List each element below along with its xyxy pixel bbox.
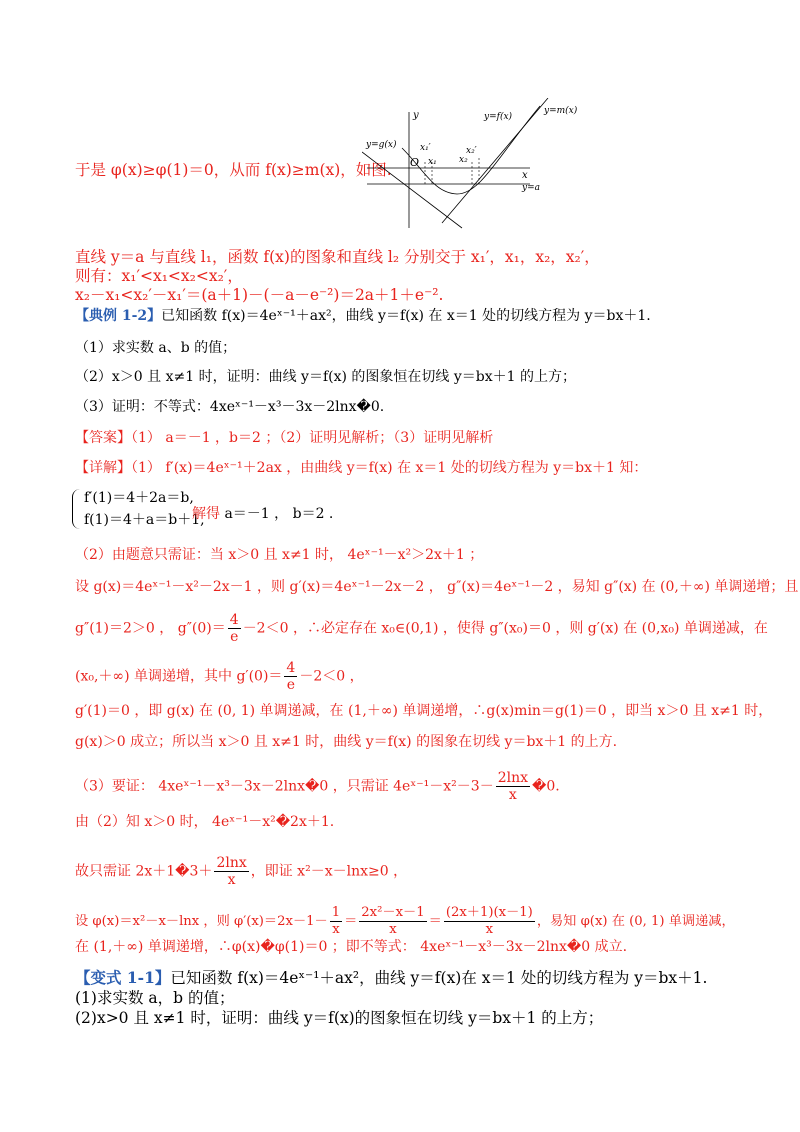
example-q1: （1）求实数 a、b 的值； [75,340,237,356]
label-x1: x₁ [428,157,437,167]
fraction-num: 2x²－x－1 [361,905,425,920]
label-gx: y=g(x) [366,140,397,150]
detail-p2: （2）由题意只需证：当 x＞0 且 x≠1 时， 4eˣ⁻¹－x²＞2x＋1 ； [75,547,484,563]
example-q2: （2）x＞0 且 x≠1 时，证明：曲线 y＝f(x) 的图象恒在切线 y＝bx＋1 的上方； [75,369,576,385]
solve-line [192,504,333,524]
fraction-num: (2x＋1)(x－1) [445,905,533,920]
fraction-den: x [389,922,397,937]
intro-line-3: 则有：x₁′<x₁<x₂<x₂′， [75,267,243,285]
detail-p7-pre: （3）要证： 4xeˣ⁻¹－x³－3x－2lnx�0 ，只需证 4eˣ⁻¹－x²－3－ [75,778,494,795]
fraction-quadratic [359,905,426,938]
example-q3: （3）证明：不等式：4xeˣ⁻¹－x³－3x－2lnx�0. [75,399,385,415]
detail-p4-pre: (x₀,＋∞) 单调递增，其中 g′(0)＝ [75,668,283,685]
detail-p7-post: �0. [532,778,560,795]
detail-p4-post: －2＜0 ， [299,668,364,685]
answer-text: （1） a＝－1 ，b＝2 ；（2）证明见解析；（3）证明见解析 [131,430,494,446]
solve-word: 解得 [192,506,220,522]
detail-p7 [75,770,560,803]
equals-2: ＝ [428,914,442,929]
function-graph [362,98,582,233]
detail-p6: g(x)＞0 成立；所以当 x＞0 且 x≠1 时，曲线 y＝f(x) 的图象在切线 y＝bx＋1 的上方. [75,734,618,750]
fraction-2lnx-over-x-2 [214,855,248,888]
answer-tag: 【答案】 [75,430,131,446]
fraction-factored [444,905,535,938]
fraction-num: 2lnx [216,855,247,871]
equals-1: ＝ [344,914,358,929]
label-x2p: x₂′ [466,146,477,156]
detail-p10-pre: 设 φ(x)＝x²－x－lnx ，则 φ′(x)＝2x－1－ [75,914,328,929]
variant-q1: (1)求实数 a，b 的值； [75,989,235,1007]
label-a: y=a [522,183,540,193]
detail-p4 [75,660,364,693]
label-origin: O [410,156,420,169]
variant-q2: (2)x>0 且 x≠1 时，证明：曲线 y＝f(x)的图象恒在切线 y＝bx＋1 的上方； [75,1009,604,1027]
fraction-den: x [508,787,517,803]
fraction-den: e [230,629,239,645]
detail-p1: （1） f′(x)＝4eˣ⁻¹＋2ax ，由曲线 y＝f(x) 在 x＝1 处的切线方程为 y＝bx＋1 知： [131,460,648,476]
system-eq-2: f(1)＝4＋a＝b＋1, [84,512,205,528]
detail-tag: 【详解】 [75,460,131,476]
system-brace [72,489,83,529]
fraction-den: x [332,922,340,937]
detail-p9-post: ，即证 x²－x－lnx≥0 ， [250,863,408,880]
detail-p5: g′(1)＝0 ，即 g(x) 在 (0, 1) 单调递减，在 (1,＋∞) 单调递增，∴g(x)min＝g(1)＝0 ，即当 x＞0 且 x≠1 时， [75,703,773,719]
variant-tag: 【变式 1-1】 [75,968,171,987]
example-tag: 【典例 1-2】 [75,308,162,324]
detail-p3b [75,612,768,645]
system-eq-1: f′(1)＝4＋2a＝b, [84,490,194,506]
label-x1p: x₁′ [420,143,431,153]
detail-p3a: 设 g(x)＝4eˣ⁻¹－x²－2x－1 ，则 g′(x)＝4eˣ⁻¹－2x－2 ， g″(x)＝4eˣ⁻¹－2 ，易知 g″(x) 在 (0,＋∞) 单调递增；且 [75,579,799,595]
fraction-2lnx-over-x [496,770,530,803]
detail-p3b-pre: g″(1)＝2＞0 ， g″(0)＝ [75,620,226,637]
fraction-num: 4 [286,660,296,676]
example-stem: 已知函数 f(x)＝4eˣ⁻¹＋ax²，曲线 y＝f(x) 在 x＝1 处的切线方程为 y＝bx＋1. [161,308,651,324]
label-x: x [522,170,528,181]
detail-p11: 在 (1,＋∞) 单调递增，∴φ(x)�φ(1)＝0 ；即不等式： 4xeˣ⁻¹－x³－3x－2lnx�0 成立. [75,939,628,955]
fraction-den: x [485,922,494,937]
fraction-num: 1 [331,905,341,920]
variant-stem: 已知函数 f(x)＝4eˣ⁻¹＋ax²，曲线 y＝f(x)在 x＝1 处的切线方程为 y＝bx＋1. [170,969,708,987]
detail-p3b-post: －2＜0 ，∴必定存在 x₀∈(0,1) ，使得 g″(x₀)＝0 ，则 g′(x) 在 (0,x₀) 单调递减，在 [242,620,768,637]
detail-p9-pre: 故只需证 2x＋1�3＋ [75,863,213,880]
solve-values: a＝－1 ， b＝2 . [224,506,334,522]
detail-p10 [75,905,735,938]
fraction-den: e [286,677,296,693]
fraction-4-over-e [228,612,241,645]
fraction-num: 2lnx [497,770,528,786]
intro-line-1: 于是 φ(x)≥φ(1)＝0，从而 f(x)≥m(x)，如图. [75,161,392,179]
intro-line-2: 直线 y＝a 与直线 l₁，函数 f(x)的图象和直线 l₂ 分别交于 x₁′，x₁，x₂，x₂′， [75,248,600,266]
label-x2: x₂ [459,155,468,165]
label-fx: y=f(x) [484,112,513,122]
detail-p8: 由（2）知 x＞0 时， 4eˣ⁻¹－x²�2x＋1. [75,814,335,830]
label-y: y [413,110,419,121]
answer-line [75,428,493,448]
detail-p10-post: ，易知 φ(x) 在 (0, 1) 单调递减， [536,914,735,929]
fraction-1-over-x [330,905,342,938]
detail-p1-line [75,458,647,478]
fraction-den: x [227,872,236,888]
label-mx: y=m(x) [544,106,578,116]
fraction-num: 4 [229,612,239,628]
example-stem-line [75,306,651,326]
fraction-4-over-e-2 [284,660,297,693]
detail-p9 [75,855,407,888]
intro-line-4: x₂－x₁<x₂′－x₁′＝(a＋1)－(－a－e⁻²)＝2a＋1＋e⁻². [75,286,444,304]
variant-stem-line [75,968,707,988]
